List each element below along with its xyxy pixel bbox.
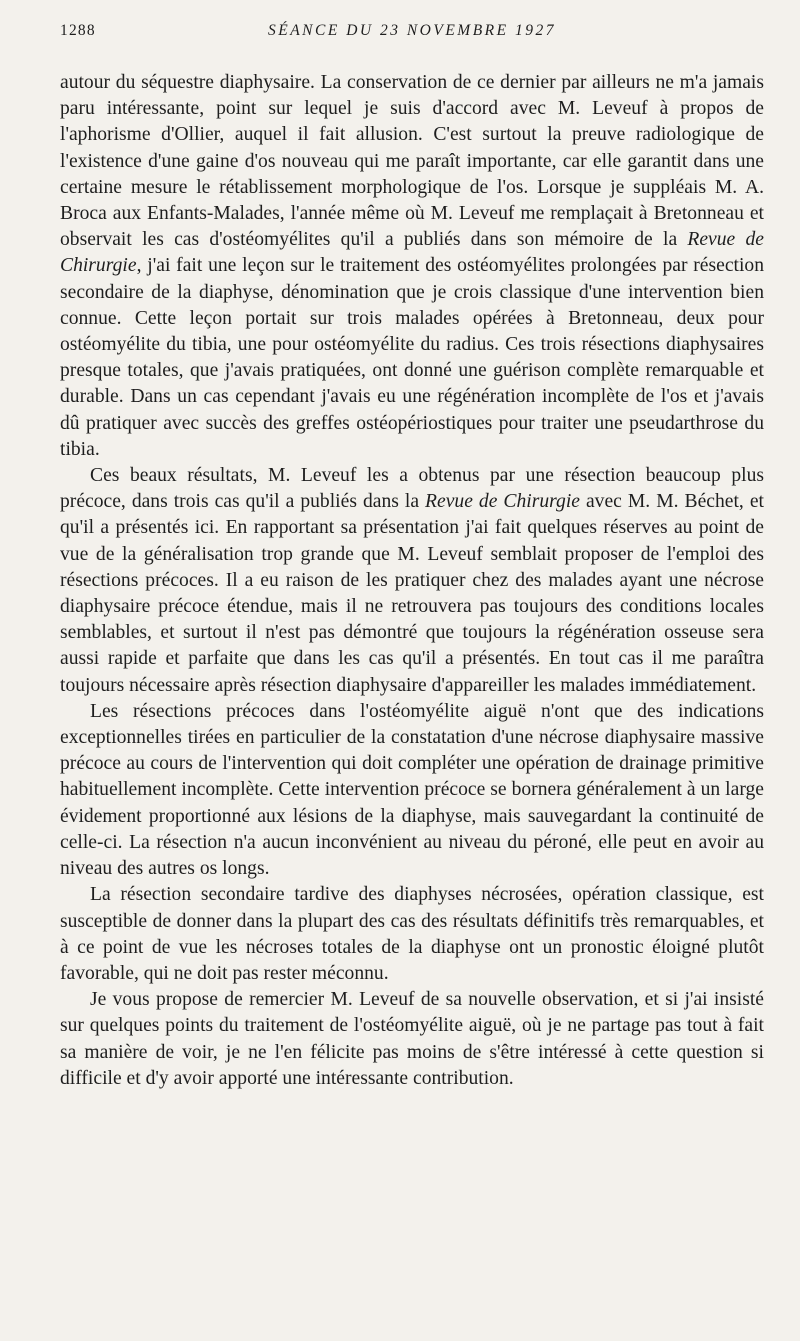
paragraph-2-text-end: avec M. M. Béchet, et qu'il a présentés ici. En rapportant sa présentation j'ai fait quelques réserves au point de vue de la généralisation trop grande que M. Leveuf semblait proposer de l'emploi des résections précoces. Il a eu raison de les pratiquer chez des malades ayant une nécrose diaphysaire précoce étendue, mais il ne retrouvera pas toujours des conditions locales semblables, et surtout il n'est pas démontré que toujours la régénération osseuse sera aussi rapide et parfaite que dans les cas qu'il a présentés. En tout cas il me paraîtra toujours nécessaire après résection diaphysaire d'appareiller les malades immédiatement. xyxy=(60,491,764,696)
paragraph-2 xyxy=(60,463,764,699)
paragraph-4: La résection secondaire tardive des diaphyses nécrosées, opération classique, est susceptible de donner dans la plupart des cas des résultats définitifs très remarquables, et à ce point de vue les nécroses totales de la diaphyse ont un pronostic éloigné plutôt favorable, qui ne doit pas rester méconnu. xyxy=(60,884,764,984)
paragraph-1 xyxy=(60,70,764,463)
paragraph-2-text-start: Ces beaux résultats, M. Leveuf les a obtenus par une résection beaucoup plus précoce, dans trois cas qu'il a publiés dans la xyxy=(60,465,764,513)
page-number: 1288 xyxy=(60,22,96,39)
running-header xyxy=(60,22,764,52)
paragraph-1-text-end: , j'ai fait une leçon sur le traitement des ostéomyélites prolongées par résection secondaire de la diaphyse, dénomination que je crois classique d'une intervention bien connue. Cette leçon portait sur trois malades opérées à Bretonneau, deux pour ostéomyélite du tibia, une pour ostéomyélite du radius. Ces trois résections diaphysaires presque totales, que j'avais pratiquées, ont donné une guérison complète remarquable et durable. Dans un cas cependant j'avais eu une régénération incomplète de l'os et j'avais dû pratiquer avec succès des greffes ostéopériostiques pour traiter une pseudarthrose du tibia. xyxy=(60,255,764,460)
paragraph-3: Les résections précoces dans l'ostéomyélite aiguë n'ont que des indications exceptionnelles tirées en particulier de la constatation d'une nécrose diaphysaire massive précoce au cours de l'intervention qui doit compléter une opération de drainage primitive habituellement incomplète. Cette intervention précoce se bornera généralement à un large évidement proportionné aux lésions de la diaphyse, mais sauvegardant la continuité de celle-ci. La résection n'a aucun inconvénient au niveau du péroné, elle peut en avoir au niveau des autres os longs. xyxy=(60,700,764,880)
body-text xyxy=(60,70,764,1092)
header-title: SÉANCE DU 23 NOVEMBRE 1927 xyxy=(267,22,556,39)
journal-title-revue-de-chirurgie: Revue de Chirurgie xyxy=(425,491,580,513)
paragraph-1-text-start: autour du séquestre diaphysaire. La conservation de ce dernier par ailleurs ne m'a jamais paru intéressante, point sur lequel je suis d'accord avec M. Leveuf à propos de l'aphorisme d'Ollier, auquel il fait allusion. C'est surtout la preuve radiologique de l'existence d'une gaine d'os nouveau qui me paraît importante, car elle garantit dans une certaine mesure le rétablissement morphologique de l'os. Lorsque je suppléais M. A. Broca aux Enfants-Malades, l'année même où M. Leveuf me remplaçait à Bretonneau et observait les cas d'ostéomyélites qu'il a publiés dans son mémoire de la xyxy=(60,72,764,251)
paragraph-5: Je vous propose de remercier M. Leveuf de sa nouvelle observation, et si j'ai insisté sur quelques points du traitement de l'ostéomyélite aiguë, où je ne partage pas tout à fait sa manière de voir, je ne l'en félicite pas moins de s'être intéressé à cette question si difficile et d'y avoir apporté une intéressante contribution. xyxy=(60,989,764,1089)
journal-title-revue-de-chirurgie: Revue de Chirurgie xyxy=(60,229,764,277)
